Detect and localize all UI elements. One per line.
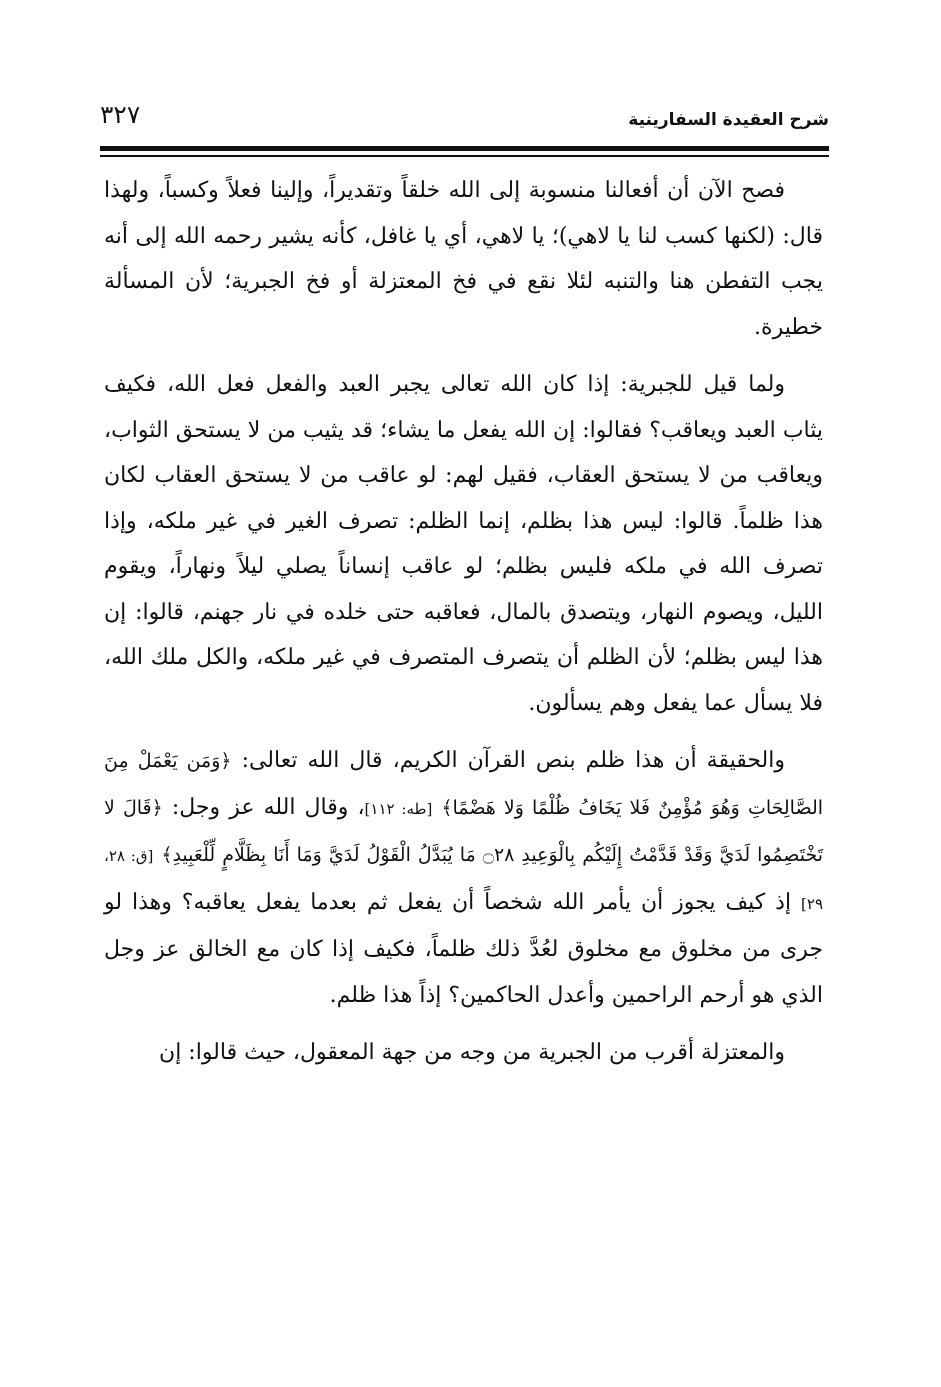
paragraph-3-text-b: ، وقال الله عز وجل: [171, 794, 365, 820]
page-number: ٣٢٧ [100, 100, 141, 129]
header-rule-thick [100, 146, 829, 151]
paragraph-3-text-c: إذ كيف يجوز أن يأمر الله شخصاً أن يفعل ثم بعدما يفعل يعاقبه؟ وهذا لو جرى من مخلوق مع مخلوق لعُدَّ ذلك ظلماً، فكيف إذا كان مع الخالق عز وجل الذي هو أرحم الراحمين وأعدل الحاكمين؟ إذاً هذا ظلم. [104, 889, 823, 1008]
book-title: شرح العقيدة السفارينية [628, 110, 829, 130]
paragraph-4: والمعتزلة أقرب من الجبرية من وجه من جهة المعقول، حيث قالوا: إن [159, 1040, 785, 1065]
paragraph-1: فصح الآن أن أفعالنا منسوبة إلى الله خلقاً وتقديراً، وإلينا فعلاً وكسباً، ولهذا قال: (لكنها كسب لنا يا لاهي)؛ يا لاهي، أي يا غافل، كأنه يشير رحمه الله إلى أنه يجب التفطن هنا والتنبه لئلا نقع في فخ المعتزلة أو فخ الجبرية؛ لأن المسألة خطيرة. [104, 178, 823, 340]
paragraph-3 [104, 738, 823, 1018]
verse-reference-qaf: [ق: ٢٨، ٢٩] [104, 847, 824, 913]
page-header [100, 100, 829, 144]
paragraph-3-text-a: والحقيقة أن هذا ظلم بنص القرآن الكريم، قال الله تعالى: [241, 748, 785, 773]
header-rule-thin [100, 155, 829, 157]
header-rule [100, 146, 829, 160]
quran-verse-qaf: ﴿قَالَ لا تَخْتَصِمُوا لَدَيَّ وَقَدْ قَدَّمْتُ إِلَيْكُم بِالْوَعِيدِ ۝٢٨ مَا يُبَدَّلُ الْقَوْلُ لَدَيَّ وَمَا أَنَا بِظَلَّامٍ لِّلْعَبِيدِ﴾ [104, 796, 824, 866]
quran-verse-taha: ﴿وَمَن يَعْمَلْ مِنَ الصَّالِحَاتِ وَهُوَ مُؤْمِنٌ فَلا يَخَافُ ظُلْمًا وَلا هَضْمًا﴾ [104, 750, 824, 819]
verse-reference-taha: [طه: ١١٢] [364, 799, 433, 818]
page-body [104, 166, 823, 1088]
paragraph-2: ولما قيل للجبرية: إذا كان الله تعالى يجبر العبد والفعل فعل الله، فكيف يثاب العبد ويعاقب؟ فقالوا: إن الله يفعل ما يشاء؛ قد يثيب من لا يستحق الثواب، ويعاقب من لا يستحق العقاب، فقيل لهم: لو عاقب من لا يستحق العقاب لكان هذا ظلماً. قالوا: ليس هذا بظلم، إنما الظلم: تصرف الغير في غير ملكه، وإذا تصرف الله في ملكه فليس بظلم؛ لو عاقب إنساناً يصلي ليلاً ونهاراً، ويقوم الليل، ويصوم النهار، ويتصدق بالمال، فعاقبه حتى خلده في نار جهنم، قالوا: إن هذا ليس بظلم؛ لأن الظلم أن يتصرف المتصرف في غير ملكه، والكل ملك الله، فلا يسأل عما يفعل وهم يسألون. [104, 372, 823, 716]
